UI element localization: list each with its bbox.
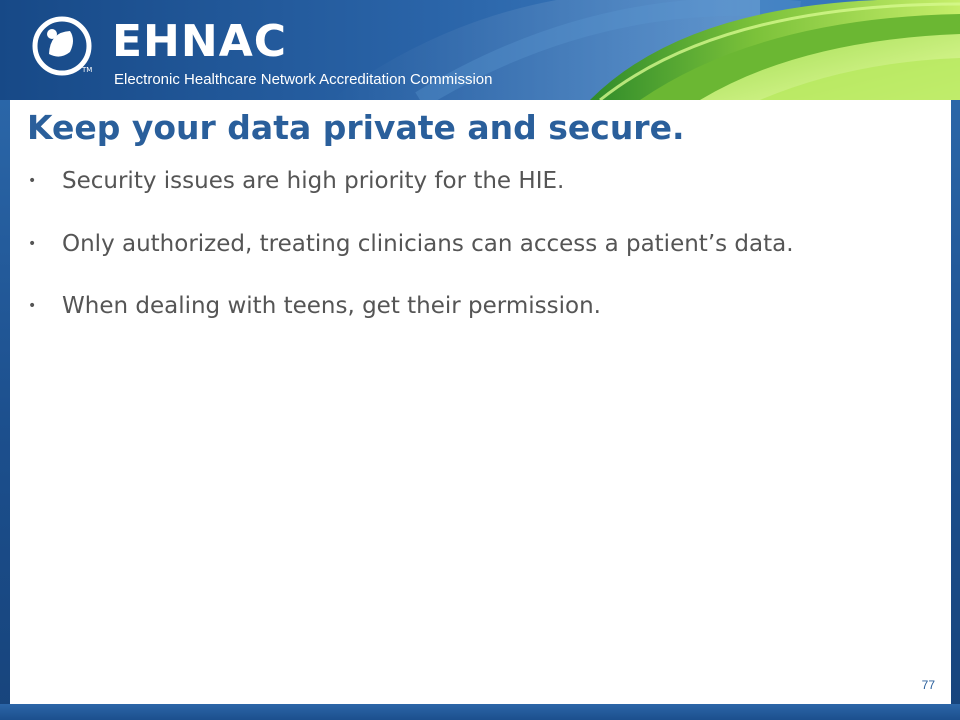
bullet-text: Security issues are high priority for the HIE. <box>62 168 565 194</box>
slide-content <box>10 100 951 704</box>
slide-header <box>0 0 960 100</box>
list-item <box>10 164 870 198</box>
list-item <box>10 227 870 261</box>
brand-name: EHNAC <box>112 16 288 67</box>
bullet-dot-icon: • <box>28 236 37 252</box>
bullet-text: Only authorized, treating clinicians can access a patient’s data. <box>62 231 794 257</box>
page-number: 77 <box>921 678 935 692</box>
slide-title: Keep your data private and secure. <box>27 108 685 147</box>
bullet-dot-icon: • <box>28 298 37 314</box>
trademark-symbol: TM <box>82 66 93 74</box>
footer-bar <box>0 704 960 720</box>
brand-subtitle: Electronic Healthcare Network Accreditation Commission <box>114 71 493 88</box>
bullet-text: When dealing with teens, get their permission. <box>62 293 601 319</box>
list-item <box>10 289 870 323</box>
bullet-dot-icon: • <box>28 173 37 189</box>
bullet-list <box>10 164 870 323</box>
